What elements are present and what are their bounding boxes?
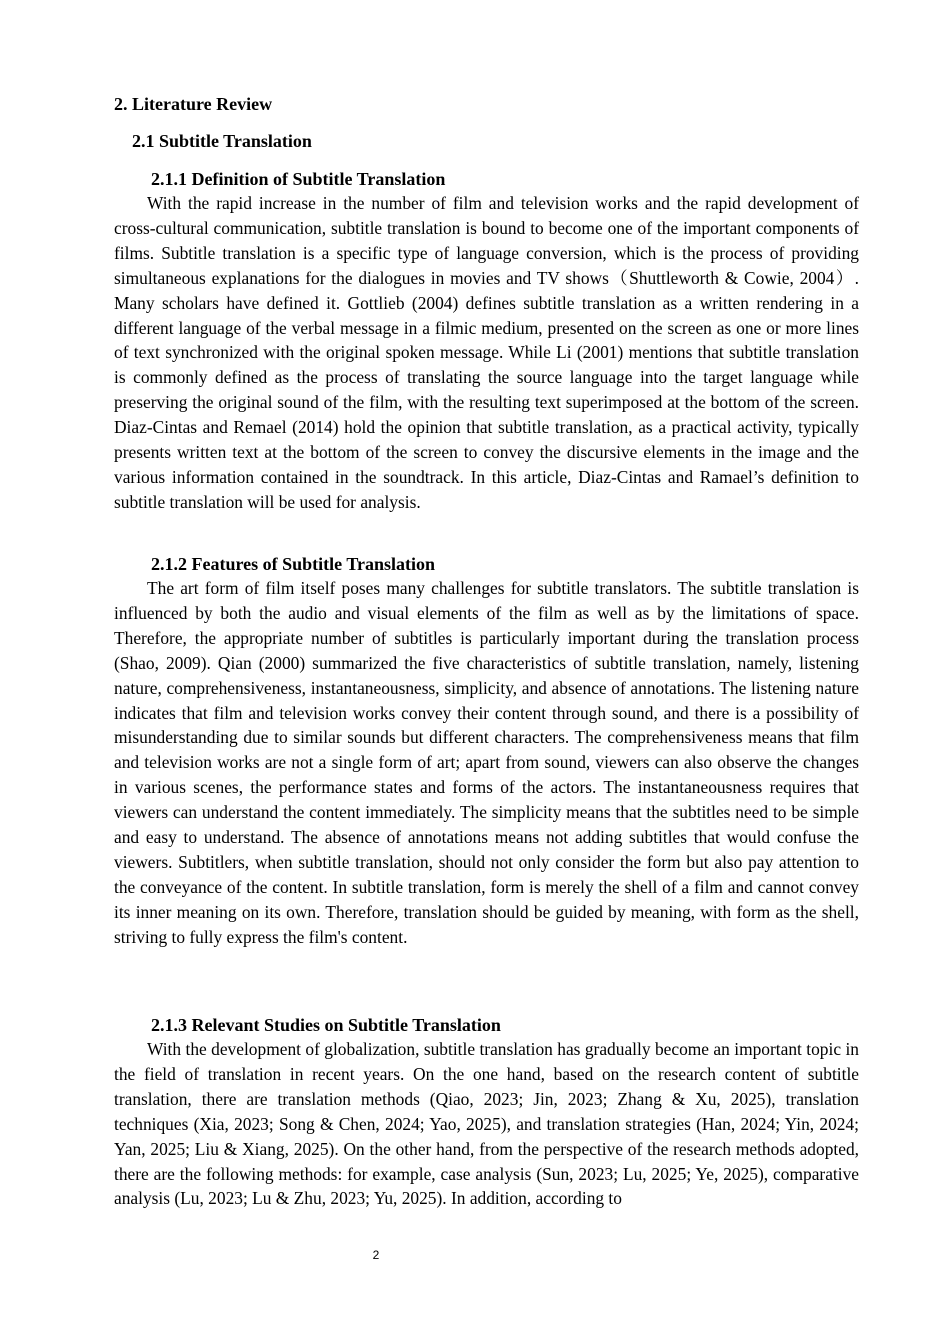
page-number: 2: [372, 1248, 380, 1262]
section-heading: 2. Literature Review: [114, 94, 273, 114]
subsubsection-heading-definition: 2.1.1 Definition of Subtitle Translation: [151, 169, 446, 189]
paragraph-features: The art form of film itself poses many challenges for subtitle translators. The subtitle translation is influenced by both the audio and visual elements of the film as well as by the limitations of space. Therefore, the appropriate number of subtitles is particularly important during the translation process (Shao, 2009). Qian (2000) summarized the five characteristics of subtitle translation, namely, listening nature, comprehensiveness, instantaneousness, simplicity, and absence of annotations. The listening nature indicates that film and television works convey their content through sound, and there is a possibility of misunderstanding due to similar sounds but different characters. The comprehensiveness means that film and television works are not a single form of art; apart from sound, viewers can also observe the changes in various scenes, the performance states and forms of the actors. The instantaneousness requires that viewers can understand the content immediately. The simplicity means that the subtitles need to be simple and easy to understand. The absence of annotations means not adding subtitles that would confuse the viewers. Subtitlers, when subtitle translation, should not only consider the form but also pay attention to the conveyance of the content. In subtitle translation, form is merely the shell of a film and cannot convey its inner meaning on its own. Therefore, translation should be guided by meaning, with form as the shell, striving to fully express the film's content.: [114, 578, 859, 947]
paragraph-definition: With the rapid increase in the number of film and television works and the rapid development of cross-cultural communication, subtitle translation is bound to become one of the important components of films. Subtitle translation is a specific type of language conversion, which is the process of providing simultaneous explanations for the dialogues in movies and TV shows（Shuttleworth & Cowie, 2004）. Many scholars have defined it. Gottlieb (2004) defines subtitle translation as a written rendering in a different language of the verbal message in a filmic medium, presented on the screen as one or more lines of text synchronized with the original spoken message. While Li (2001) mentions that subtitle translation is commonly defined as the process of translating the source language into the target language while preserving the original sound of the film, with the resulting text superimposed at the bottom of the screen. Diaz-Cintas and Remael (2014) hold the opinion that subtitle translation, as a practical activity, typically presents written text at the bottom of the screen to convey the discursive elements in the image and the various information contained in the soundtrack. In this article, Diaz-Cintas and Ramael’s definition to subtitle translation will be used for analysis.: [114, 193, 859, 512]
subsection-heading: 2.1 Subtitle Translation: [132, 131, 312, 151]
subsubsection-heading-features: 2.1.2 Features of Subtitle Translation: [151, 554, 436, 574]
paragraph-studies: With the development of globalization, subtitle translation has gradually become an important topic in the field of translation in recent years. On the one hand, based on the research content of subtitle translation, there are translation methods (Qiao, 2023; Jin, 2023; Zhang & Xu, 2025), translation techniques (Xia, 2023; Song & Chen, 2024; Yao, 2025), and translation strategies (Han, 2024; Yin, 2024; Yan, 2025; Liu & Xiang, 2025). On the other hand, from the perspective of the research methods adopted, there are the following methods: for example, case analysis (Sun, 2023; Lu, 2025; Ye, 2025), comparative analysis (Lu, 2023; Lu & Zhu, 2023; Yu, 2025). In addition, according to: [114, 1039, 859, 1209]
subsubsection-heading-studies: 2.1.3 Relevant Studies on Subtitle Translation: [151, 1015, 501, 1035]
